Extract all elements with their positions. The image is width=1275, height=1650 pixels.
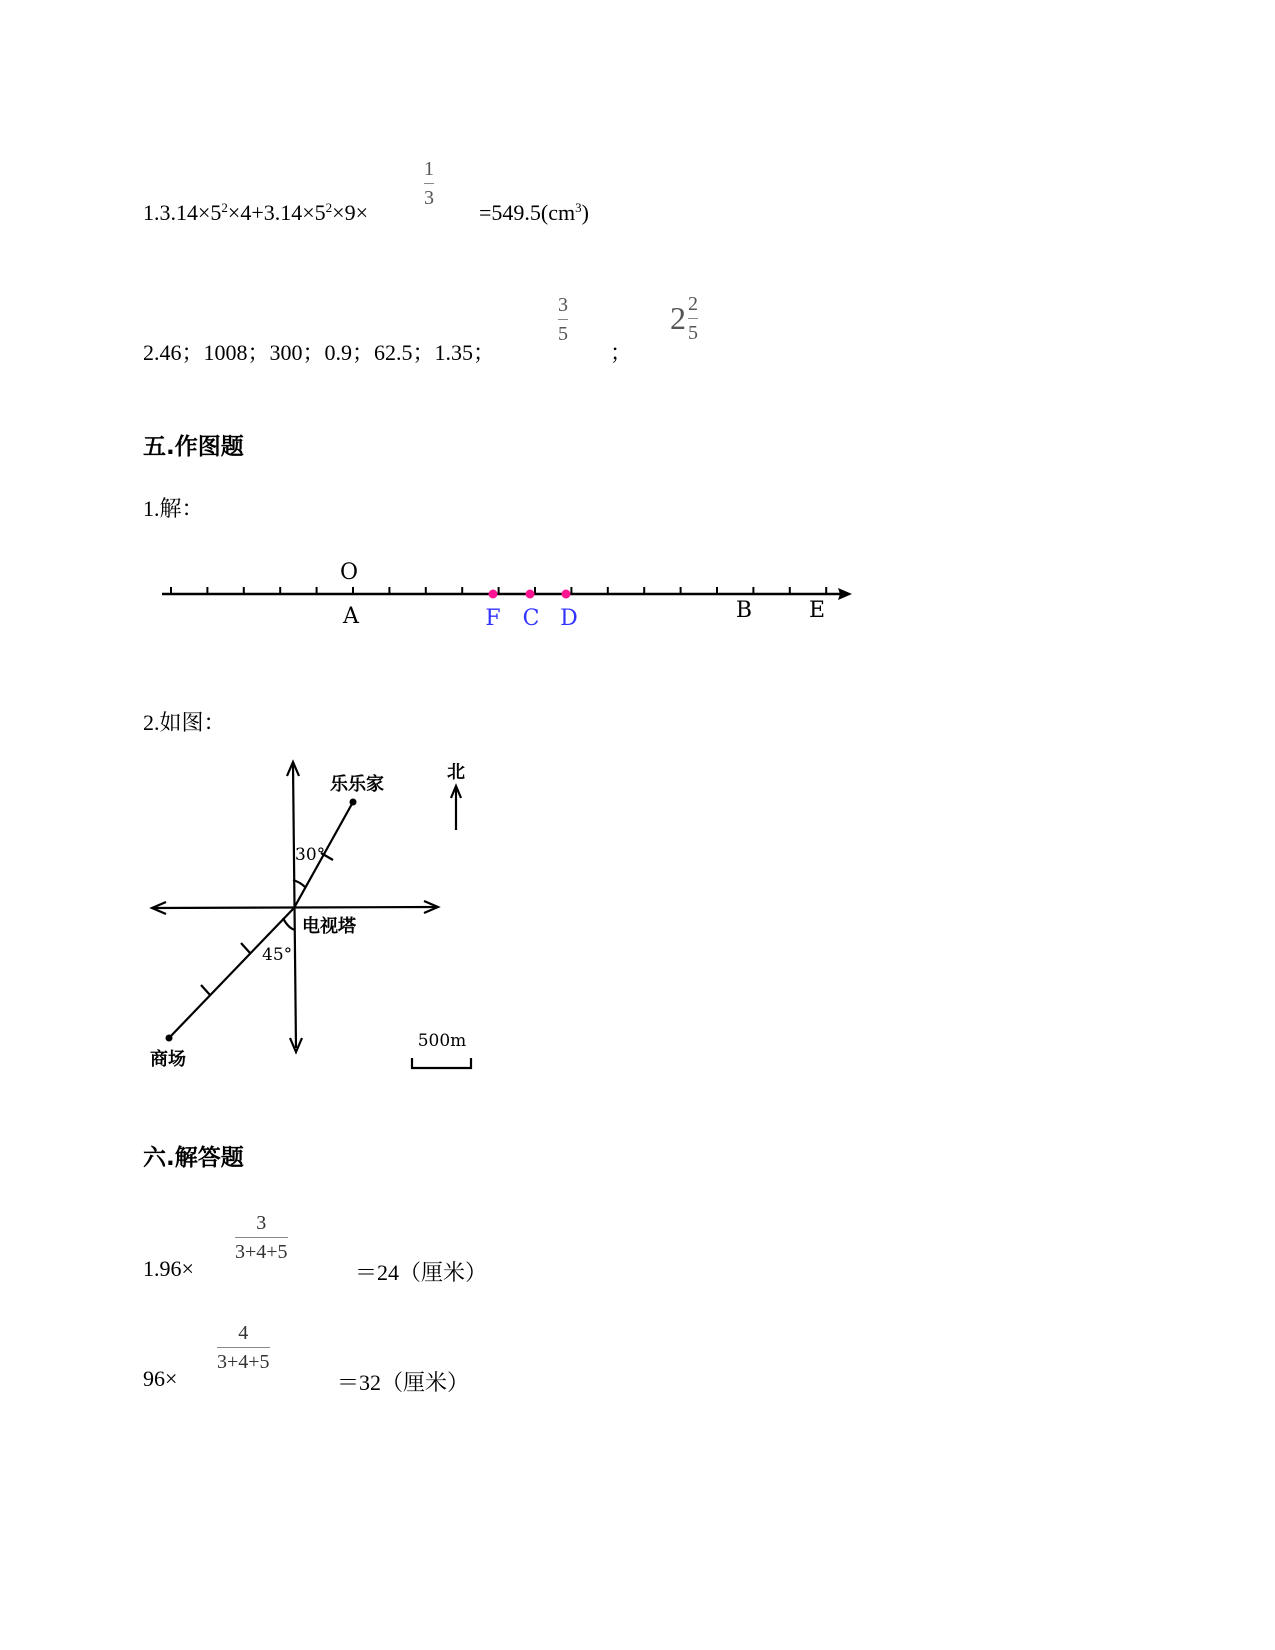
- north-label: 北: [447, 762, 465, 783]
- expr-after: ×9×: [332, 200, 368, 225]
- numerator: 2: [688, 293, 698, 315]
- angle-30-label: 30°: [295, 845, 326, 865]
- mixed-number: [670, 293, 698, 344]
- label-d: D: [560, 606, 578, 631]
- line-to-mall: [169, 908, 294, 1038]
- section-heading-drawing: 五.作图题: [143, 434, 244, 460]
- question-label: 2.如图：: [143, 710, 226, 735]
- close-paren: ): [581, 200, 589, 225]
- solution-line-2-result: ＝32（厘米）: [337, 1370, 470, 1395]
- solution-line-2-prefix: 96×: [143, 1366, 178, 1391]
- numerator: 3: [558, 294, 568, 316]
- denominator: 3: [424, 187, 434, 209]
- angle-45-label: 45°: [262, 945, 293, 965]
- answer-4-1: [143, 200, 368, 226]
- solution-1-fraction: [235, 1212, 288, 1263]
- answer-list: 2.46；1008；300；0.9；62.5；1.35；: [143, 340, 496, 365]
- label-a: A: [343, 604, 359, 629]
- numerator: 4: [238, 1322, 249, 1344]
- fraction-three-fifths: [558, 294, 568, 345]
- section-heading-answers: 六.解答题: [143, 1145, 244, 1171]
- label-f: F: [485, 606, 501, 631]
- mall-tick: [201, 985, 210, 995]
- fraction-bar: [558, 319, 568, 320]
- denominator: 5: [558, 323, 568, 345]
- question-label: 1.解：: [143, 496, 204, 521]
- angle-arc-45: [283, 918, 295, 930]
- answer-4-2: [143, 336, 495, 367]
- numerator: 1: [424, 158, 434, 180]
- mall-label: 商场: [150, 1049, 186, 1070]
- expr-prefix: 1.3.14×5: [143, 200, 222, 225]
- expr-mid: ×4+3.14×5: [227, 200, 326, 225]
- number-line-diagram: [150, 552, 860, 632]
- solution-2-fraction: [217, 1322, 270, 1373]
- home-point: [350, 799, 357, 806]
- label-e: E: [808, 598, 826, 623]
- denominator: 3+4+5: [235, 1241, 288, 1263]
- exponent: 2: [221, 200, 228, 215]
- fraction-one-third: [424, 158, 434, 209]
- solution-line-1-prefix: 1.96×: [143, 1256, 194, 1281]
- answer-4-1-result: [479, 200, 589, 226]
- tower-label: 电视塔: [302, 916, 356, 937]
- fraction-bar: [688, 318, 698, 319]
- mixed-whole: 2: [670, 300, 686, 336]
- denominator: 5: [688, 322, 698, 344]
- point-f: [489, 590, 498, 599]
- fraction-bar: [235, 1237, 288, 1238]
- arrow-head: [838, 588, 852, 600]
- solution-line-1-result: ＝24（厘米）: [355, 1260, 488, 1285]
- scale-label: 500m: [417, 1031, 467, 1051]
- point-d: [562, 590, 571, 599]
- denominator: 3+4+5: [217, 1351, 270, 1373]
- numerator: 3: [256, 1212, 267, 1234]
- home-label: 乐乐家: [330, 774, 384, 795]
- scale-bar: [412, 1058, 471, 1068]
- point-c: [526, 590, 535, 599]
- exponent: 2: [325, 200, 333, 215]
- mixed-fraction: [688, 293, 698, 344]
- mall-point: [166, 1035, 173, 1042]
- separator: ；: [610, 340, 633, 365]
- fraction-bar: [217, 1347, 270, 1348]
- exponent: 3: [575, 200, 582, 215]
- mall-tick: [241, 943, 250, 953]
- result-text: =549.5(cm: [479, 200, 576, 225]
- label-b: B: [735, 598, 753, 623]
- direction-map-diagram: [140, 750, 490, 1090]
- label-c: C: [522, 606, 540, 631]
- label-o: O: [339, 560, 359, 585]
- fraction-bar: [424, 183, 434, 184]
